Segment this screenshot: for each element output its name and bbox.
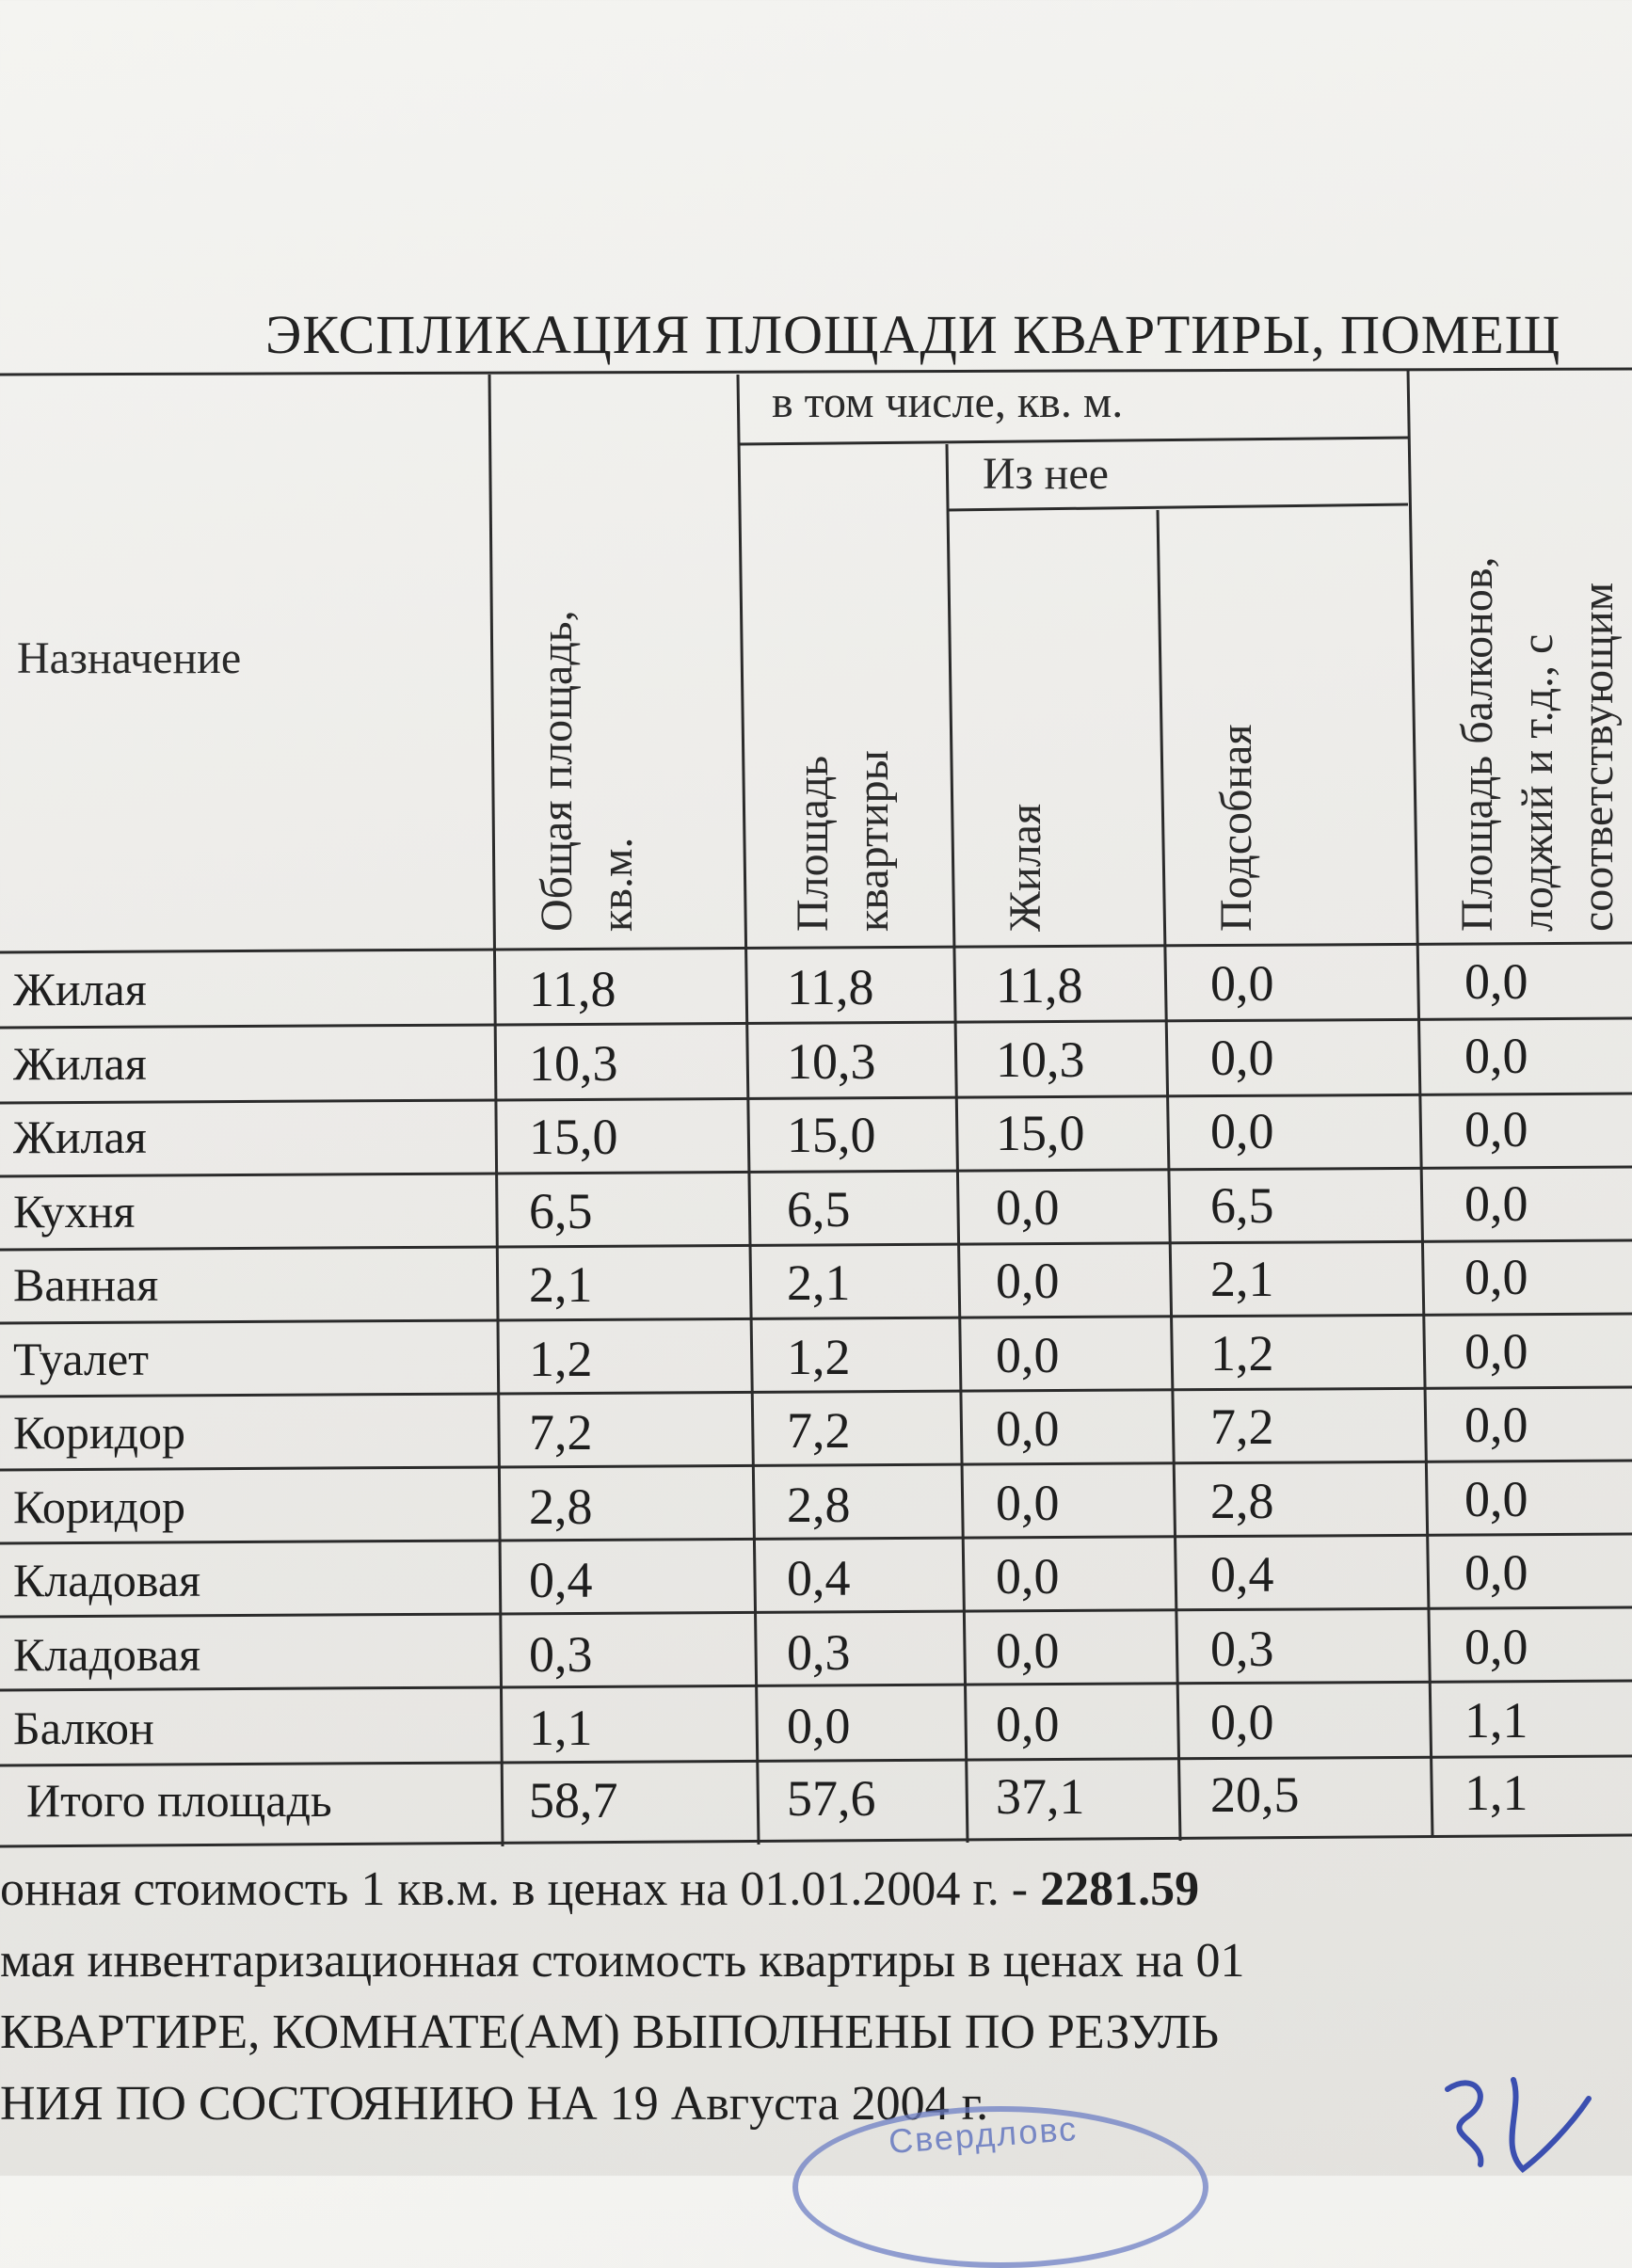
cell-balcony: 0,0 [1464,1544,1528,1601]
header-purpose: Назначение [17,633,242,683]
cell-apartment: 10,3 [787,1032,876,1090]
footer-line-1-text: онная стоимость 1 кв.м. в ценах на 01.01.2004 г. - [0,1862,1041,1916]
cell-aux: 0,0 [1210,955,1274,1012]
cell-living: 37,1 [996,1767,1085,1825]
cell-aux: 0,4 [1210,1546,1274,1603]
header-living-label: Жилая [1000,803,1050,932]
cell-living: 0,0 [996,1400,1060,1457]
cell-apartment: 0,0 [787,1698,851,1754]
cell-living: 0,0 [996,1474,1060,1531]
cell-name: Туалет [13,1332,150,1385]
cell-aux: 6,5 [1210,1176,1274,1234]
cell-apartment: 0,4 [787,1550,851,1606]
cell-living: 0,0 [996,1696,1060,1752]
cell-total: 6,5 [529,1182,593,1239]
stamp-text: Свердловс [887,2109,1080,2161]
cell-total: 1,2 [529,1330,593,1387]
footer-line-1-value: 2281.59 [1040,1862,1200,1916]
cell-balcony: 0,0 [1464,1322,1528,1380]
cell-balcony: 0,0 [1464,953,1528,1010]
cell-apartment: 0,3 [787,1623,851,1681]
cell-living: 10,3 [996,1030,1085,1088]
cell-name: Кладовая [13,1627,201,1681]
cell-aux: 0,0 [1210,1694,1274,1750]
cell-living: 0,0 [996,1621,1060,1679]
header-including: в том числе, кв. м. [772,377,1124,427]
header-of-which: Из нее [983,449,1109,499]
cell-balcony: 0,0 [1464,1249,1528,1305]
cell-apartment: 7,2 [787,1402,851,1459]
cell-total: 2,8 [529,1477,593,1535]
cell-apartment: 2,8 [787,1476,851,1533]
footer-line-2: мая инвентаризационная стоимость квартиры в ценах на 01 [0,1934,1245,1988]
cell-total: 10,3 [529,1034,618,1092]
footer-line-4: НИЯ ПО СОСТОЯНИЮ НА 19 Августа 2004 г. [0,2077,989,2131]
cell-living: 0,0 [996,1326,1060,1383]
cell-balcony: 0,0 [1464,1618,1528,1675]
header-total-area [527,610,648,932]
cell-balcony: 1,1 [1464,1764,1528,1821]
cell-apartment: 6,5 [787,1180,851,1238]
header-auxiliary [1207,725,1267,933]
cell-balcony: 0,0 [1464,1101,1528,1158]
footer-line-1 [0,1861,1199,1917]
cell-balcony: 0,0 [1464,1470,1528,1527]
cell-total: 7,2 [529,1404,593,1461]
cell-living: 15,0 [996,1105,1085,1161]
cell-total: 0,3 [529,1625,593,1683]
cell-aux: 0,0 [1210,1103,1274,1159]
cell-living: 11,8 [996,957,1083,1014]
header-apartment-area-line2: квартиры [848,750,898,932]
cell-name: Кладовая [13,1554,201,1606]
cell-total: 0,4 [529,1552,593,1608]
cell-total: 58,7 [529,1771,618,1829]
cell-name: Итого площадь [26,1773,332,1827]
header-living [996,804,1056,932]
cell-name: Балкон [13,1701,154,1754]
cell-apartment: 57,6 [787,1769,876,1827]
cell-apartment: 1,2 [787,1328,851,1385]
cell-apartment: 15,0 [787,1107,876,1163]
footer-line-3: КВАРТИРЕ, КОМНАТЕ(АМ) ВЫПОЛНЕНЫ ПО РЕЗУЛЬ [0,2005,1220,2059]
cell-total: 1,1 [529,1700,593,1756]
cell-aux: 20,5 [1210,1765,1300,1823]
cell-name: Кухня [13,1184,136,1238]
header-total-area-line2: кв.м. [592,837,642,932]
cell-aux: 0,0 [1210,1029,1274,1086]
cell-balcony: 0,0 [1464,1174,1528,1232]
header-balconies-line1: Площадь балконов, [1452,556,1502,932]
cell-name: Коридор [13,1479,186,1533]
header-balconies-line2: лоджий и т.д., с [1512,633,1562,932]
cell-aux: 1,2 [1210,1324,1274,1382]
cell-name: Жилая [13,1036,147,1090]
cell-name: Жилая [13,1110,147,1163]
cell-living: 0,0 [996,1253,1060,1309]
document-title: ЭКСПЛИКАЦИЯ ПЛОЩАДИ КВАРТИРЫ, ПОМЕЩ [265,304,1561,365]
cell-living: 0,0 [996,1548,1060,1605]
header-balconies-line3: соответствующим [1573,582,1623,932]
cell-aux: 2,1 [1210,1251,1274,1307]
cell-balcony: 0,0 [1464,1027,1528,1084]
cell-aux: 2,8 [1210,1472,1274,1529]
header-apartment-area [783,750,904,932]
handwritten-signature [1410,2070,1598,2176]
header-auxiliary-label: Подсобная [1211,724,1261,932]
cell-apartment: 2,1 [787,1254,851,1311]
cell-balcony: 1,1 [1464,1692,1528,1749]
header-balconies [1448,556,1628,932]
cell-total: 11,8 [529,961,616,1017]
cell-apartment: 11,8 [787,959,874,1015]
cell-total: 15,0 [529,1109,618,1165]
cell-living: 0,0 [996,1178,1060,1236]
cell-name: Коридор [13,1406,186,1459]
cell-name: Жилая [13,963,147,1015]
cell-name: Ванная [13,1258,159,1311]
header-total-area-line1: Общая площадь, [532,610,582,932]
cell-balcony: 0,0 [1464,1397,1528,1453]
header-apartment-area-line1: Площадь [788,755,838,932]
cell-total: 2,1 [529,1256,593,1313]
cell-aux: 0,3 [1210,1620,1274,1677]
cell-aux: 7,2 [1210,1398,1274,1455]
